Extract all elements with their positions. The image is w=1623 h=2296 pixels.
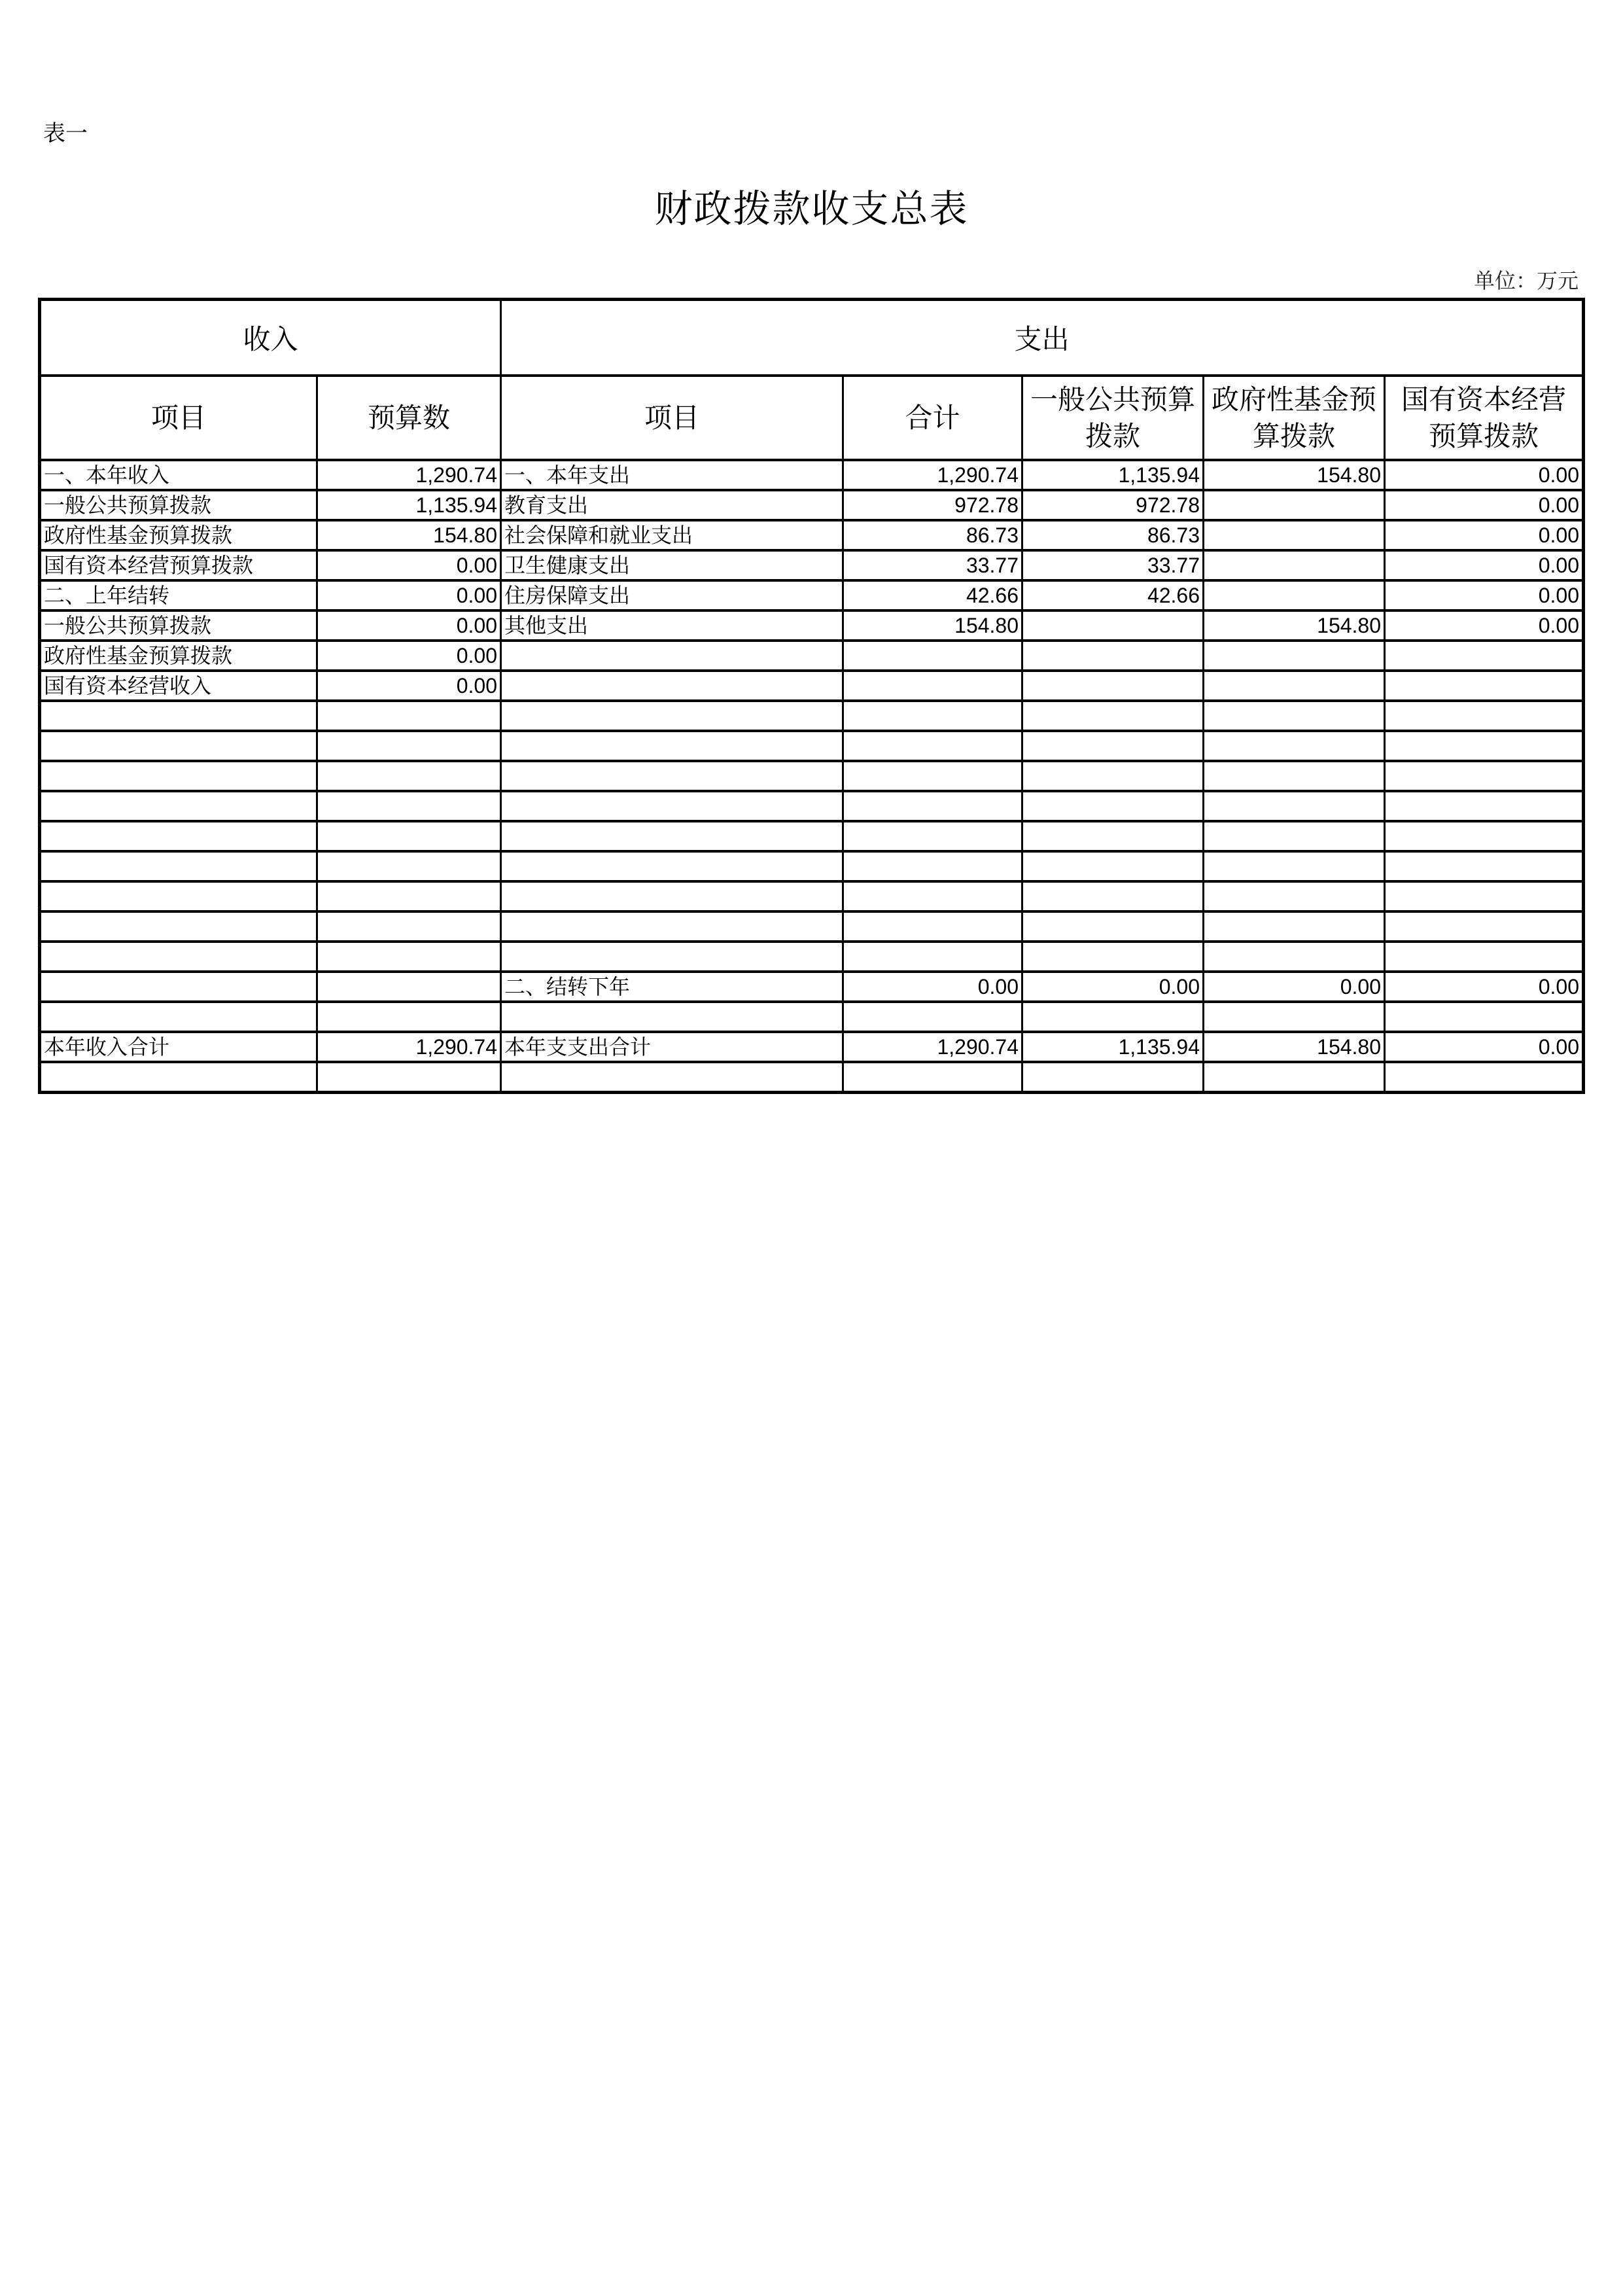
expense-item-cell	[501, 701, 843, 731]
income-item-cell	[40, 1002, 317, 1032]
total-cell	[843, 671, 1022, 701]
general-budget-cell	[1022, 610, 1204, 641]
table-row	[40, 520, 1584, 550]
state-capital-cell	[1385, 1062, 1584, 1093]
general-budget-cell: 1,135.94	[1022, 1032, 1204, 1062]
table-row	[40, 791, 1584, 821]
state-capital-cell: 0.00	[1385, 550, 1584, 580]
expense-item-cell: 一、本年支出	[501, 460, 843, 490]
general-budget-cell	[1022, 911, 1204, 942]
fund-budget-cell	[1204, 550, 1385, 580]
income-amount-cell	[317, 821, 501, 851]
income-item-cell	[40, 791, 317, 821]
state-capital-cell	[1385, 881, 1584, 911]
income-group-header: 收入	[40, 300, 501, 376]
income-amount-cell: 0.00	[317, 580, 501, 610]
income-amount-cell: 1,290.74	[317, 1032, 501, 1062]
total-cell: 972.78	[843, 490, 1022, 520]
fund-budget-cell: 154.80	[1204, 610, 1385, 641]
income-item-cell	[40, 851, 317, 881]
table-row	[40, 881, 1584, 911]
fund-budget-cell	[1204, 942, 1385, 972]
income-amount-cell	[317, 761, 501, 791]
state-capital-cell	[1385, 791, 1584, 821]
income-amount-cell: 0.00	[317, 550, 501, 580]
income-item-cell	[40, 701, 317, 731]
expense-item-cell	[501, 791, 843, 821]
expense-item-cell	[501, 1062, 843, 1093]
income-amount-cell: 0.00	[317, 671, 501, 701]
table-row	[40, 490, 1584, 520]
total-cell: 1,290.74	[843, 1032, 1022, 1062]
state-capital-cell	[1385, 641, 1584, 671]
general-budget-cell: 33.77	[1022, 550, 1204, 580]
state-capital-cell	[1385, 671, 1584, 701]
income-item-cell: 一、本年收入	[40, 460, 317, 490]
income-item-cell: 二、上年结转	[40, 580, 317, 610]
income-amount-cell	[317, 942, 501, 972]
income-amount-cell	[317, 701, 501, 731]
expense-item-cell	[501, 1002, 843, 1032]
total-cell: 42.66	[843, 580, 1022, 610]
col-general-budget: 一般公共预算拨款	[1022, 376, 1204, 460]
table-row	[40, 701, 1584, 731]
state-capital-cell: 0.00	[1385, 580, 1584, 610]
general-budget-cell	[1022, 761, 1204, 791]
income-item-cell	[40, 911, 317, 942]
state-capital-cell: 0.00	[1385, 1032, 1584, 1062]
fund-budget-cell	[1204, 761, 1385, 791]
table-row	[40, 1062, 1584, 1093]
table-row	[40, 1002, 1584, 1032]
state-capital-cell	[1385, 942, 1584, 972]
table-row	[40, 610, 1584, 641]
income-item-cell: 国有资本经营收入	[40, 671, 317, 701]
general-budget-cell: 42.66	[1022, 580, 1204, 610]
general-budget-cell	[1022, 791, 1204, 821]
income-amount-cell	[317, 1002, 501, 1032]
fund-budget-cell	[1204, 701, 1385, 731]
total-cell	[843, 761, 1022, 791]
fund-budget-cell	[1204, 1002, 1385, 1032]
table-row	[40, 460, 1584, 490]
fund-budget-cell	[1204, 490, 1385, 520]
general-budget-cell	[1022, 701, 1204, 731]
table-row	[40, 942, 1584, 972]
income-item-cell	[40, 881, 317, 911]
general-budget-cell	[1022, 1062, 1204, 1093]
expense-item-cell	[501, 911, 843, 942]
total-cell	[843, 791, 1022, 821]
expense-group-header: 支出	[501, 300, 1584, 376]
expense-item-cell: 住房保障支出	[501, 580, 843, 610]
expense-item-cell	[501, 942, 843, 972]
table-row	[40, 580, 1584, 610]
col-income-item: 项目	[40, 376, 317, 460]
state-capital-cell: 0.00	[1385, 520, 1584, 550]
col-fund-budget: 政府性基金预算拨款	[1204, 376, 1385, 460]
total-cell	[843, 911, 1022, 942]
total-cell	[843, 942, 1022, 972]
total-cell	[843, 851, 1022, 881]
table-row	[40, 851, 1584, 881]
state-capital-cell	[1385, 731, 1584, 761]
page-title: 财政拨款收支总表	[654, 186, 969, 231]
state-capital-cell	[1385, 761, 1584, 791]
table-row	[40, 911, 1584, 942]
fund-budget-cell: 154.80	[1204, 1032, 1385, 1062]
table-label: 表一	[43, 120, 88, 147]
general-budget-cell: 86.73	[1022, 520, 1204, 550]
general-budget-cell	[1022, 942, 1204, 972]
fund-budget-cell	[1204, 791, 1385, 821]
general-budget-cell: 0.00	[1022, 972, 1204, 1002]
total-cell: 33.77	[843, 550, 1022, 580]
income-item-cell	[40, 942, 317, 972]
expense-item-cell	[501, 671, 843, 701]
expense-item-cell: 本年支支出合计	[501, 1032, 843, 1062]
fund-budget-cell	[1204, 851, 1385, 881]
table-row	[40, 641, 1584, 671]
fund-budget-cell	[1204, 911, 1385, 942]
fund-budget-cell	[1204, 1062, 1385, 1093]
income-item-cell	[40, 731, 317, 761]
total-cell	[843, 881, 1022, 911]
fund-budget-cell	[1204, 731, 1385, 761]
general-budget-cell	[1022, 731, 1204, 761]
table-row	[40, 1032, 1584, 1062]
income-item-cell: 政府性基金预算拨款	[40, 641, 317, 671]
expense-item-cell	[501, 731, 843, 761]
state-capital-cell	[1385, 821, 1584, 851]
expense-item-cell: 卫生健康支出	[501, 550, 843, 580]
fiscal-appropriation-table	[38, 298, 1585, 1094]
total-cell	[843, 731, 1022, 761]
general-budget-cell	[1022, 881, 1204, 911]
expense-item-cell: 社会保障和就业支出	[501, 520, 843, 550]
general-budget-cell	[1022, 821, 1204, 851]
income-amount-cell: 1,135.94	[317, 490, 501, 520]
col-state-capital-budget: 国有资本经营预算拨款	[1385, 376, 1584, 460]
income-amount-cell	[317, 911, 501, 942]
general-budget-cell: 972.78	[1022, 490, 1204, 520]
unit-label: 单位：万元	[1473, 268, 1579, 293]
income-item-cell: 国有资本经营预算拨款	[40, 550, 317, 580]
fund-budget-cell: 0.00	[1204, 972, 1385, 1002]
fund-budget-cell: 154.80	[1204, 460, 1385, 490]
income-item-cell	[40, 821, 317, 851]
table-row	[40, 761, 1584, 791]
income-amount-cell: 0.00	[317, 641, 501, 671]
total-cell: 154.80	[843, 610, 1022, 641]
state-capital-cell: 0.00	[1385, 490, 1584, 520]
income-amount-cell	[317, 851, 501, 881]
general-budget-cell	[1022, 671, 1204, 701]
income-amount-cell	[317, 881, 501, 911]
fund-budget-cell	[1204, 641, 1385, 671]
table-row	[40, 821, 1584, 851]
fund-budget-cell	[1204, 881, 1385, 911]
table-row	[40, 671, 1584, 701]
expense-item-cell: 其他支出	[501, 610, 843, 641]
income-amount-cell	[317, 791, 501, 821]
expense-item-cell: 教育支出	[501, 490, 843, 520]
general-budget-cell	[1022, 1002, 1204, 1032]
income-item-cell: 本年收入合计	[40, 1032, 317, 1062]
table-row	[40, 972, 1584, 1002]
income-item-cell	[40, 1062, 317, 1093]
state-capital-cell: 0.00	[1385, 610, 1584, 641]
state-capital-cell	[1385, 701, 1584, 731]
total-cell: 86.73	[843, 520, 1022, 550]
table-row	[40, 731, 1584, 761]
total-cell	[843, 1002, 1022, 1032]
total-cell	[843, 821, 1022, 851]
income-amount-cell: 154.80	[317, 520, 501, 550]
income-amount-cell: 1,290.74	[317, 460, 501, 490]
state-capital-cell	[1385, 851, 1584, 881]
income-item-cell	[40, 761, 317, 791]
total-cell	[843, 1062, 1022, 1093]
total-cell: 0.00	[843, 972, 1022, 1002]
table-row	[40, 550, 1584, 580]
col-total: 合计	[843, 376, 1022, 460]
expense-item-cell: 二、结转下年	[501, 972, 843, 1002]
total-cell	[843, 701, 1022, 731]
general-budget-cell	[1022, 851, 1204, 881]
state-capital-cell: 0.00	[1385, 460, 1584, 490]
general-budget-cell: 1,135.94	[1022, 460, 1204, 490]
expense-item-cell	[501, 641, 843, 671]
expense-item-cell	[501, 851, 843, 881]
income-amount-cell	[317, 972, 501, 1002]
income-amount-cell: 0.00	[317, 610, 501, 641]
state-capital-cell	[1385, 1002, 1584, 1032]
income-item-cell: 一般公共预算拨款	[40, 490, 317, 520]
income-item-cell	[40, 972, 317, 1002]
expense-item-cell	[501, 821, 843, 851]
col-income-budget: 预算数	[317, 376, 501, 460]
general-budget-cell	[1022, 641, 1204, 671]
fund-budget-cell	[1204, 821, 1385, 851]
expense-item-cell	[501, 761, 843, 791]
income-item-cell: 一般公共预算拨款	[40, 610, 317, 641]
fund-budget-cell	[1204, 580, 1385, 610]
expense-item-cell	[501, 881, 843, 911]
state-capital-cell	[1385, 911, 1584, 942]
total-cell	[843, 641, 1022, 671]
income-amount-cell	[317, 731, 501, 761]
income-item-cell: 政府性基金预算拨款	[40, 520, 317, 550]
fund-budget-cell	[1204, 671, 1385, 701]
income-amount-cell	[317, 1062, 501, 1093]
total-cell: 1,290.74	[843, 460, 1022, 490]
col-expense-item: 项目	[501, 376, 843, 460]
fund-budget-cell	[1204, 520, 1385, 550]
state-capital-cell: 0.00	[1385, 972, 1584, 1002]
